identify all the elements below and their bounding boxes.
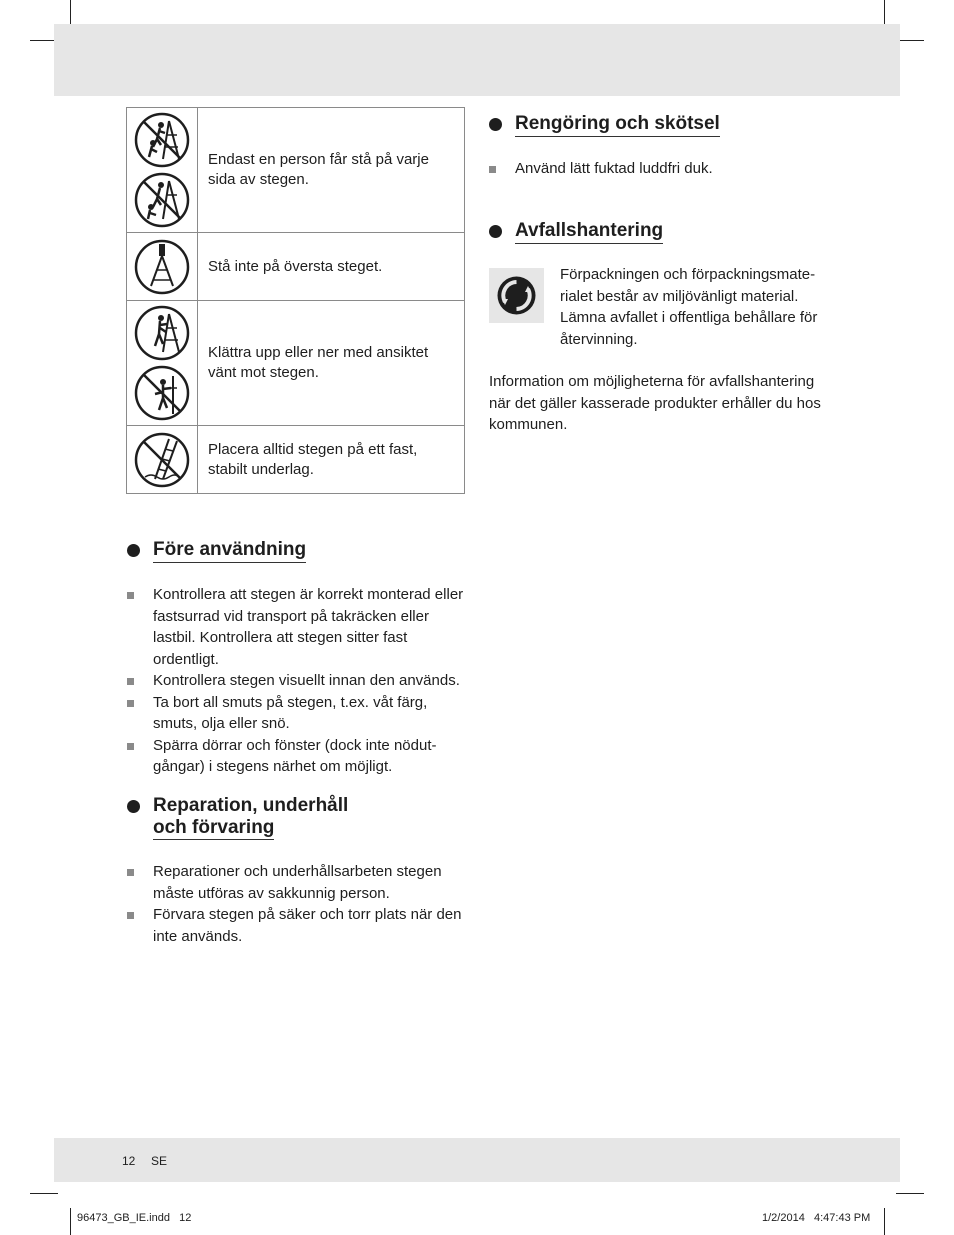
heading-text: Rengöring och skötsel	[515, 113, 720, 137]
section-heading-cleaning	[489, 113, 829, 139]
cleaning-list	[489, 158, 829, 180]
face-ladder-icon	[133, 304, 191, 362]
footer-band	[54, 1138, 900, 1182]
list-item: Kontrollera stegen visuellt innan den används.	[127, 670, 472, 692]
instruction-text: Placera alltid stegen på ett fast, stabilt underlag.	[198, 426, 465, 494]
table-row	[127, 233, 465, 301]
packaging-text: Förpackningen och förpackningsmate-rialet består av miljövänligt material. Lämna avfallet i offentliga behållare för återvinning.	[560, 266, 818, 348]
icon-cell	[127, 426, 198, 494]
table-row	[127, 301, 465, 426]
square-bullet-icon	[127, 869, 134, 876]
page-number: 12	[122, 1154, 136, 1168]
crop-mark	[896, 40, 924, 41]
crop-mark	[70, 1208, 71, 1235]
icon-cell	[127, 108, 198, 233]
section-heading-before-use	[127, 539, 467, 565]
list-item: Kontrollera att stegen är korrekt monterad eller fastsurrad vid transport på takräcken eller lastbil. Kontrollera att stegen sitter fast ordentligt.	[127, 584, 472, 670]
icon-cell	[127, 233, 198, 301]
no-top-step-icon	[133, 238, 191, 296]
heading-text: Reparation, underhåll och förvaring	[153, 795, 349, 838]
crop-mark	[30, 1193, 58, 1194]
square-bullet-icon	[489, 166, 496, 173]
no-person-climbing-icon	[133, 171, 191, 229]
no-unstable-ground-icon	[133, 431, 191, 489]
list-item: Spärra dörrar och fönster (dock inte nödut-gångar) i stegens närhet om möjligt.	[127, 735, 472, 778]
heading-text: Avfallshantering	[515, 220, 663, 244]
disposal-info-text: Information om möjligheterna för avfallshantering när det gäller kasserade produkter erhåller du hos kommunen.	[489, 373, 821, 433]
icon-cell	[127, 301, 198, 426]
safety-pictogram-table	[126, 107, 465, 494]
square-bullet-icon	[127, 700, 134, 707]
crop-mark	[884, 1208, 885, 1235]
square-bullet-icon	[127, 743, 134, 750]
square-bullet-icon	[127, 592, 134, 599]
section-heading-disposal	[489, 220, 829, 246]
square-bullet-icon	[127, 678, 134, 685]
list-item: Förvara stegen på säker och torr plats när den inte används.	[127, 904, 472, 947]
instruction-text: Klättra upp eller ner med ansiktet vänt mot stegen.	[198, 301, 465, 426]
crop-mark	[896, 1193, 924, 1194]
no-back-to-ladder-icon	[133, 364, 191, 422]
list-item: Ta bort all smuts på stegen, t.ex. våt färg, smuts, olja eller snö.	[127, 692, 472, 735]
no-person-climbing-icon	[133, 111, 191, 169]
file-slug: 96473_GB_IE.indd 12	[77, 1212, 192, 1224]
instruction-text: Endast en person får stå på varje sida av stegen.	[198, 108, 465, 233]
list-item: Använd lätt fuktad luddfri duk.	[489, 158, 829, 180]
green-dot-recycling-icon	[489, 268, 544, 323]
repair-list	[127, 861, 472, 947]
bullet-dot-icon	[127, 800, 140, 813]
heading-text: Före användning	[153, 539, 306, 563]
list-item: Reparationer och underhållsarbeten stegen måste utföras av sakkunnig person.	[127, 861, 472, 904]
language-code: SE	[151, 1154, 168, 1168]
bullet-dot-icon	[489, 118, 502, 131]
square-bullet-icon	[127, 912, 134, 919]
instruction-text: Stå inte på översta steget.	[198, 233, 465, 301]
print-timestamp: 1/2/2014 4:47:43 PM	[762, 1212, 871, 1224]
recycling-symbol	[489, 268, 544, 323]
section-heading-repair	[127, 795, 467, 843]
header-band	[54, 24, 900, 96]
bullet-dot-icon	[127, 544, 140, 557]
before-use-list	[127, 584, 472, 778]
table-row	[127, 108, 465, 233]
bullet-dot-icon	[489, 225, 502, 238]
table-row	[127, 426, 465, 494]
